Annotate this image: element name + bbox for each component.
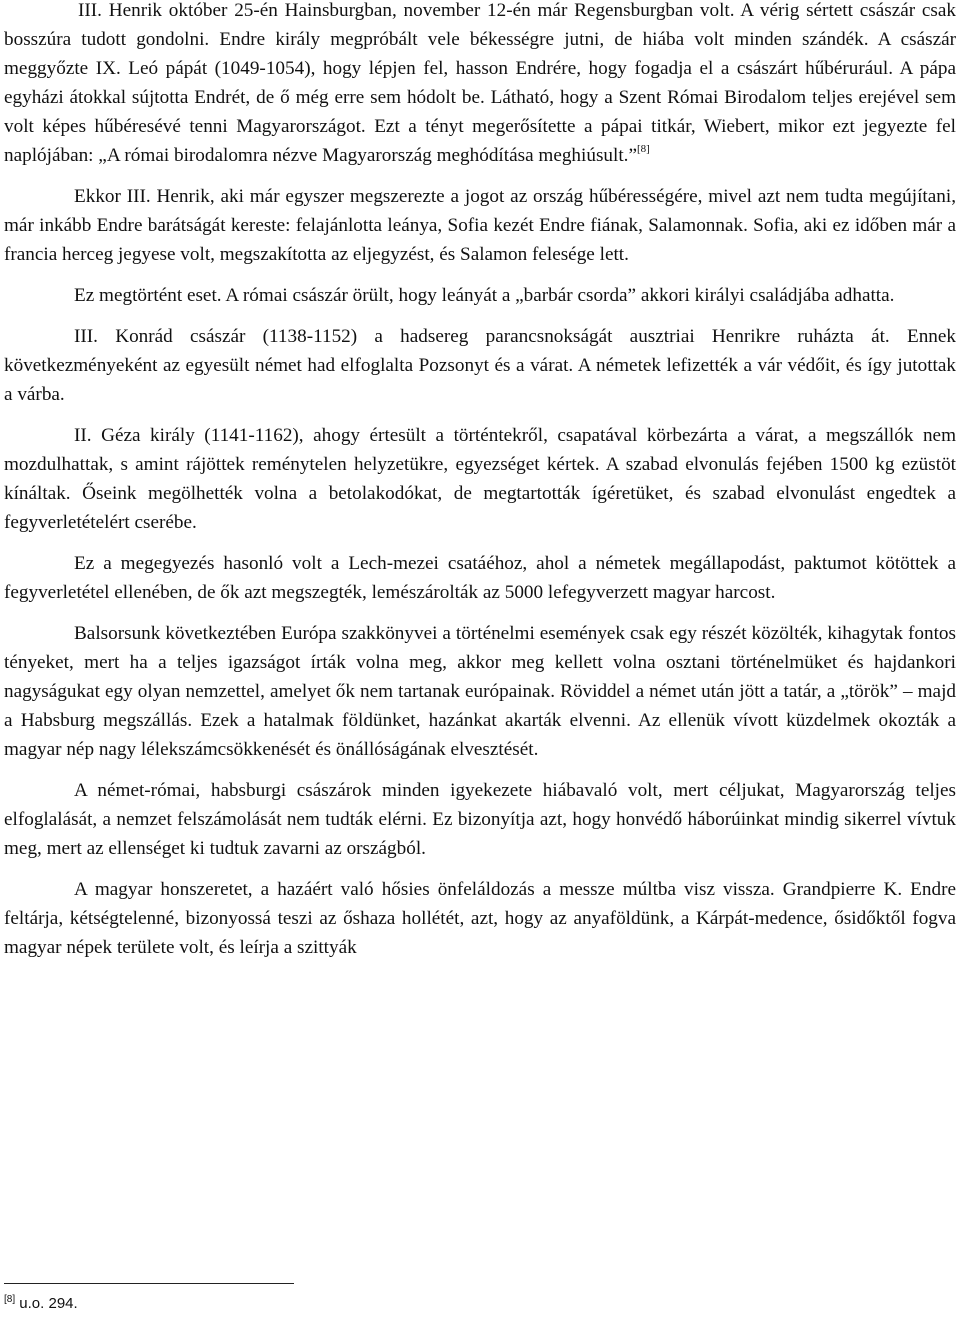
paragraph-6-text: Ez a megegyezés hasonló volt a Lech-mezei csatáéhoz, ahol a németek megállapodást, paktumot kötöttek a fegyverletétel ellenében, de ők azt megszegték, lemészárolták az 5000 lefegyverzett magyar harcost. xyxy=(4,553,956,603)
paragraph-9-text: A magyar honszeretet, a hazáért való hősies önfeláldozás a messze múltba visz vissza. Grandpierre K. Endre feltárja, kétségtelenné, bizonyossá teszi az őshaza hollétét, azt, hogy az anyaföldünk, a Kárpát-medence, ősidőktől fogva magyar népek területe volt, és leírja a szittyák xyxy=(4,879,956,958)
paragraph-4-text: III. Konrád császár (1138-1152) a hadsereg parancsnokságát ausztriai Henrikre ruházta át. Ennek következményeként az egyesült német had elfoglalta Pozsonyt és a várat. A németek lefizették a vár védőit, és így jutottak a várba. xyxy=(4,326,956,405)
footnote-text: u.o. 294. xyxy=(15,1295,78,1312)
paragraph-3-text: Ez megtörtént eset. A római császár örült, hogy leányát a „barbár csorda” akkori királyi családjába adhatta. xyxy=(74,285,895,306)
paragraph-9 xyxy=(0,875,960,962)
paragraph-5 xyxy=(0,421,960,537)
paragraph-6 xyxy=(0,549,960,607)
paragraph-8 xyxy=(0,776,960,863)
paragraph-2 xyxy=(0,182,960,269)
paragraph-2-text: Ekkor III. Henrik, aki már egyszer megszerezte a jogot az ország hűbérességére, mivel azt nem tudta megújítani, már inkább Endre barátságát kereste: felajánlotta leánya, Sofia kezét Endre fiának, Salamonnak. Sofia, aki ez időben már a francia herceg jegyese volt, megszakította az eljegyzést, és Salamon felesége lett. xyxy=(4,186,956,265)
paragraph-3 xyxy=(0,281,960,310)
paragraph-5-text: II. Géza király (1141-1162), ahogy értesült a történtekről, csapatával körbezárta a várat, a megszállók nem mozdulhattak, s amint rájöttek reménytelen helyzetükre, egyezséget kértek. A szabad elvonulás fejében 1500 kg ezüstöt kínáltak. Őseink megölhették volna a betolakodókat, de megtartották ígéretüket, és szabad elvonulást engedtek a fegyverletételért cserébe. xyxy=(4,425,956,533)
paragraph-8-text: A német-római, habsburgi császárok minden igyekezete hiábavaló volt, mert céljukat, Magyarország teljes elfoglalását, a nemzet felszámolását nem tudták elérni. Ez bizonyítja azt, hogy honvédő háborúinkat mindig sikerrel vívtuk meg, mert az ellenséget ki tudtuk zavarni az országból. xyxy=(4,780,956,859)
paragraph-1-text: III. Henrik október 25-én Hainsburgban, november 12-én már Regensburgban volt. A vérig sértett császár csak bosszúra tudott gondolni. Endre király megpróbált vele békességre jutni, de hiába volt minden szándék. A császár meggyőzte IX. Leó pápát (1049-1054), hogy lépjen fel, hasson Endrére, hogy fogadja el a császárt hűbérurául. A pápa egyházi átokkal sújtotta Endrét, de ő még erre sem hódolt be. Látható, hogy a Szent Római Birodalom teljes erejével sem volt képes hűbéresévé tenni Magyarországot. Ezt a tényt megerősítette a pápai titkár, Wiebert, mikor ezt jegyezte fel naplójában: „A római birodalomra nézve Magyarország meghódítása meghiúsult.” xyxy=(4,0,956,166)
footnote-marker: [8] xyxy=(4,1294,16,1305)
paragraph-7-text: Balsorsunk következtében Európa szakkönyvei a történelmi események csak egy részét közölték, kihagytak fontos tényeket, mert ha a teljes igazságot írták volna meg, akkor meg kellett volna osztani történelmüket és hajdankori nagyságukat egy olyan nemzettel, amelyet ők nem tartanak európainak. Röviddel a német után jött a tatár, a „török” – majd a Habsburg megszállás. Ezek a hatalmak földünket, hazánkat akarták elvenni. Az ellenük vívott küzdelmek okozták a magyar nép nagy lélekszámcsökkenését és önállóságának elvesztését. xyxy=(4,623,956,760)
footnote-separator xyxy=(4,1283,294,1284)
paragraph-1 xyxy=(0,0,960,170)
paragraph-4 xyxy=(0,322,960,409)
footnote-ref-8[interactable]: [8] xyxy=(636,142,650,155)
paragraph-7 xyxy=(0,619,960,764)
footnote-8 xyxy=(4,1294,78,1314)
